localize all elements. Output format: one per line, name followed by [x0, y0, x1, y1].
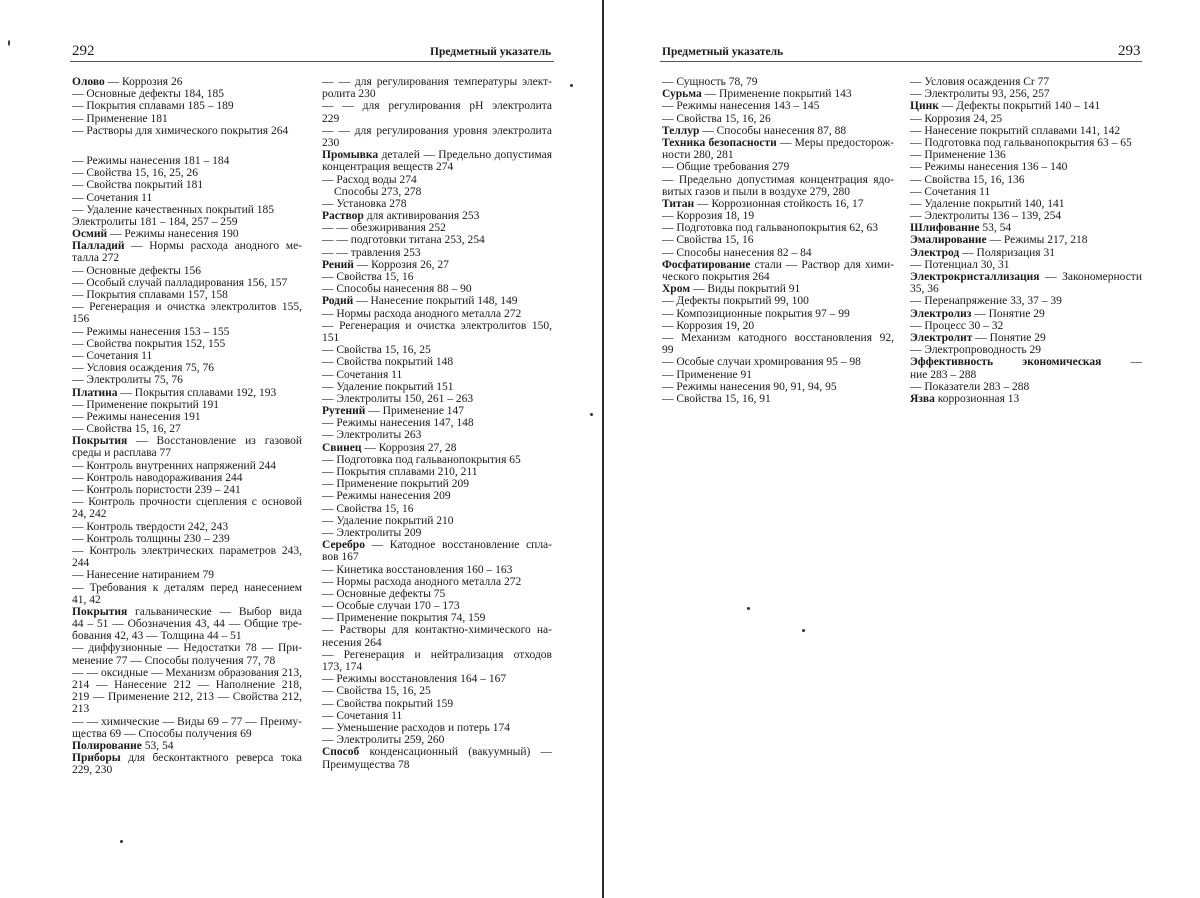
- index-headword: Эмалирование: [910, 234, 987, 247]
- index-entry: — Перенапряжение 33, 37 – 39: [910, 295, 1062, 308]
- index-entry: — Контроль твердости 242, 243: [72, 520, 229, 533]
- index-entry: Титан — Коррозионная стойкость 16, 17: [662, 197, 864, 210]
- index-entry: — Нормы расхода анодного металла 272: [322, 575, 522, 588]
- index-entry: — Сочетания 11: [910, 185, 991, 198]
- index-entry: — Покрытия сплавами 157, 158: [72, 289, 228, 301]
- index-entry: 229, 230: [72, 764, 113, 777]
- index-entry: — Основные дефекты 184, 185: [72, 88, 224, 101]
- index-headword: Полирование: [72, 739, 142, 752]
- index-entry: Палладий — Нормы расхода анодного ме-: [72, 240, 302, 253]
- index-entry: — Применение покрытий 209: [322, 478, 469, 491]
- index-entry: Покрытия гальванические — Выбор вида: [72, 605, 302, 618]
- index-entry: Родий — Нанесение покрытий 148, 149: [322, 295, 518, 308]
- index-entry: — Основные дефекты 156: [72, 264, 201, 277]
- index-headword: Шлифование: [910, 222, 980, 235]
- index-entry: Эмалирование — Режимы 217, 218: [910, 234, 1088, 247]
- index-headword: Хром: [662, 283, 691, 296]
- index-entry: 151: [322, 331, 340, 344]
- index-headword: Титан: [662, 197, 695, 210]
- index-entry: Хром — Виды покрытий 91: [662, 283, 801, 296]
- index-entry: — Электролиты 263: [322, 429, 422, 442]
- index-entry: ческого покрытия 264: [662, 271, 770, 283]
- index-entry: — Способы нанесения 88 – 90: [322, 283, 472, 296]
- index-entry: — Покрытия сплавами 185 – 189: [72, 100, 234, 113]
- index-headword: Цинк: [910, 100, 939, 113]
- index-entry: — Электролиты 75, 76: [72, 374, 183, 387]
- index-entry: ние 283 – 288: [910, 368, 977, 381]
- index-entry: — Кинетика восстановления 160 – 163: [322, 563, 513, 576]
- index-headword: Фосфатирование: [662, 258, 751, 271]
- index-entry: — Уменьшение расходов и потерь 174: [322, 721, 511, 734]
- index-headword: Платина: [72, 386, 118, 399]
- left-header-rule: [70, 61, 554, 62]
- index-entry: несения 264: [322, 636, 382, 649]
- index-entry: — Режимы нанесения 209: [322, 490, 451, 503]
- index-headword: Рений: [322, 258, 354, 271]
- index-entry: — Применение покрытий 191: [72, 398, 219, 411]
- index-entry: — Коррозия 19, 20: [662, 319, 755, 332]
- index-headword: Теллур: [662, 124, 700, 137]
- index-entry: — Свойства 15, 16, 136: [910, 173, 1025, 186]
- index-headword: Раствор: [322, 210, 364, 223]
- index-entry: Эффективность экономическая —: [910, 356, 1142, 369]
- index-entry: среды и расплава 77: [72, 447, 172, 460]
- scan-speck: [570, 84, 573, 87]
- index-entry: — Растворы для химического покрытия 264: [72, 124, 289, 137]
- index-entry: — Показатели 283 – 288: [910, 380, 1030, 393]
- index-entry: — — для регулирования уровня электролита: [322, 124, 552, 137]
- index-entry: Платина — Покрытия сплавами 192, 193: [72, 386, 277, 399]
- index-headword: Осмий: [72, 228, 108, 241]
- index-entry: — Условия осаждения Cr 77: [910, 76, 1050, 88]
- index-entry: 24, 242: [72, 508, 107, 521]
- index-entry: — Электропроводность 29: [910, 344, 1041, 357]
- index-entry: — Свойства 15, 16, 26: [662, 112, 771, 125]
- index-entry: бования 42, 43 — Толщина 44 – 51: [72, 630, 242, 643]
- index-entry: 213: [72, 703, 90, 716]
- index-entry: Осмий — Режимы нанесения 190: [72, 228, 239, 241]
- index-entry: Способы 273, 278: [334, 185, 422, 198]
- index-entry: — Электролиты 150, 261 – 263: [322, 392, 474, 405]
- index-entry: — Свойства 15, 16, 25: [322, 685, 431, 698]
- index-entry: 219 — Применение 212, 213 — Свойства 212,: [72, 691, 302, 704]
- index-entry: — диффузионные — Недостатки 78 — При-: [72, 642, 302, 655]
- index-entry: — Контроль толщины 230 – 239: [72, 532, 230, 545]
- index-entry: — Предельно допустимая концентрация ядо-: [662, 173, 894, 186]
- index-entry: — Способы нанесения 82 – 84: [662, 246, 812, 259]
- index-entry: менение 77 — Способы получения 77, 78: [72, 654, 276, 667]
- index-entry: — Режимы нанесения 153 – 155: [72, 325, 230, 338]
- index-entry: Серебро — Катодное восстановление спла-: [322, 539, 552, 552]
- index-entry: — Особые случаи 170 – 173: [322, 600, 460, 613]
- index-entry: — Регенерация и нейтрализация отходов: [322, 648, 552, 661]
- index-entry: Свинец — Коррозия 27, 28: [322, 441, 457, 454]
- index-entry: — Нормы расхода анодного металла 272: [322, 307, 522, 320]
- index-entry: — — травления 253: [322, 246, 421, 259]
- index-entry: Рутений — Применение 147: [322, 405, 465, 418]
- index-entry: — Применение 181: [72, 112, 168, 125]
- index-entry: 41, 42: [72, 593, 101, 606]
- scan-speck: [8, 40, 10, 46]
- index-entry: — Сочетания 11: [322, 709, 403, 722]
- index-headword: Электрокристаллизация: [910, 271, 1040, 283]
- index-entry: — Особые случаи хромирования 95 – 98: [662, 356, 861, 369]
- index-entry: — Требования к деталям перед нанесением: [72, 581, 302, 594]
- index-entry: — Применение 136: [910, 149, 1006, 162]
- index-entry: Полирование 53, 54: [72, 739, 174, 752]
- index-entry: Язва коррозионная 13: [910, 392, 1020, 405]
- index-entry: — Режимы нанесения 191: [72, 410, 201, 423]
- index-entry: — Механизм катодного восстановления 92,: [662, 331, 894, 344]
- index-entry: — Регенерация и очистка электролитов 155,: [72, 301, 302, 314]
- index-entry: — Удаление качественных покрытий 185: [72, 203, 275, 216]
- index-entry: — Условия осаждения 75, 76: [72, 362, 214, 375]
- right-running-header: Предметный указатель: [662, 46, 784, 58]
- index-entry: — Свойства 15, 16: [322, 271, 414, 283]
- index-entry: — Установка 278: [322, 197, 407, 210]
- index-entry: Электролиз — Понятие 29: [910, 307, 1045, 320]
- index-entry: — Подготовка под гальванопокрытия 63 – 65: [910, 136, 1132, 149]
- index-entry: — Режимы нанесения 143 – 145: [662, 100, 820, 113]
- right-header-rule: [660, 61, 1142, 62]
- index-entry: — Удаление покрытий 210: [322, 514, 454, 527]
- index-entry: — Режимы нанесения 136 – 140: [910, 161, 1068, 174]
- index-headword: Палладий: [72, 240, 125, 253]
- index-entry: Шлифование 53, 54: [910, 222, 1012, 235]
- index-entry: — Дефекты покрытий 99, 100: [662, 295, 809, 308]
- index-entry: витых газов и пыли в воздухе 279, 280: [662, 185, 851, 198]
- index-entry: — Нанесение покрытий сплавами 141, 142: [910, 124, 1121, 137]
- index-entry: — — подготовки титана 253, 254: [322, 234, 485, 247]
- index-entry: — Свойства 15, 16, 25: [322, 344, 431, 357]
- index-headword: Покрытия: [72, 605, 128, 618]
- index-entry: — Общие требования 279: [662, 161, 790, 174]
- index-entry: — Сочетания 11: [72, 191, 153, 204]
- left-page-column-2: [322, 76, 552, 771]
- index-entry: — Режимы нанесения 181 – 184: [72, 154, 230, 167]
- blank-line: [72, 137, 302, 155]
- index-entry: Электрокристаллизация — Закономерности: [910, 271, 1142, 283]
- index-entry: — Подготовка под гальванопокрытия 65: [322, 453, 521, 466]
- index-headword: Сурьма: [662, 88, 702, 101]
- index-entry: 99: [662, 344, 674, 357]
- index-entry: — Свойства покрытий 181: [72, 179, 204, 192]
- index-entry: — Нанесение натиранием 79: [72, 569, 215, 582]
- index-entry: — Основные дефекты 75: [322, 587, 446, 600]
- index-entry: Техника безопасности — Меры предосторож-: [662, 136, 894, 149]
- index-entry: — Электролиты 209: [322, 526, 422, 539]
- left-page-column-1: [72, 76, 302, 777]
- index-entry: 244: [72, 557, 90, 570]
- index-headword: Рутений: [322, 405, 366, 418]
- index-entry: Преимущества 78: [322, 758, 410, 771]
- index-entry: Фосфатирование стали — Раствор для хими-: [662, 258, 894, 271]
- index-entry: Раствор для активирования 253: [322, 210, 480, 223]
- index-entry: щества 69 — Способы получения 69: [72, 727, 252, 740]
- index-headword: Эффективность экономическая: [910, 356, 1102, 369]
- index-entry: 214 — Нанесение 212 — Наполнение 218,: [72, 679, 302, 691]
- index-entry: — Удаление покрытий 140, 141: [910, 197, 1065, 210]
- index-entry: — Свойства 15, 16, 27: [72, 423, 181, 436]
- index-entry: — Коррозия 18, 19: [662, 210, 755, 223]
- index-entry: 35, 36: [910, 283, 939, 296]
- book-spine: [602, 0, 604, 898]
- index-entry: Электролит — Понятие 29: [910, 331, 1046, 344]
- index-entry: Промывка деталей — Предельно допустимая: [322, 149, 552, 162]
- index-entry: 156: [72, 313, 90, 326]
- index-headword: Способ: [322, 746, 360, 759]
- index-entry: — — химические — Виды 69 – 77 — Преиму-: [72, 715, 302, 728]
- index-entry: — Контроль внутренних напряжений 244: [72, 459, 276, 472]
- index-entry: — Свойства покрытия 152, 155: [72, 337, 226, 350]
- index-entry: концентрация веществ 274: [322, 161, 454, 174]
- index-entry: ности 280, 281: [662, 149, 734, 162]
- index-entry: — Свойства 15, 16, 25, 26: [72, 167, 198, 180]
- index-entry: Способ конденсационный (вакуумный) —: [322, 746, 552, 759]
- index-entry: — Применение покрытия 74, 159: [322, 612, 486, 625]
- index-entry: — Покрытия сплавами 210, 211: [322, 466, 478, 478]
- index-entry: Сурьма — Применение покрытий 143: [662, 88, 852, 101]
- index-entry: Рений — Коррозия 26, 27: [322, 258, 449, 271]
- index-entry: Цинк — Дефекты покрытий 140 – 141: [910, 100, 1101, 113]
- index-entry: — Свойства покрытий 159: [322, 697, 454, 710]
- index-entry: Приборы для бесконтактного реверса тока: [72, 752, 302, 765]
- index-entry: — Режимы нанесения 147, 148: [322, 417, 474, 430]
- index-entry: Электрод — Поляризация 31: [910, 246, 1055, 259]
- index-entry: — Электролиты 93, 256, 257: [910, 88, 1050, 101]
- index-entry: — — для регулирования температуры элект-: [322, 76, 552, 88]
- index-entry: — Применение 91: [662, 368, 753, 381]
- index-headword: Родий: [322, 295, 354, 308]
- index-entry: — Регенерация и очистка электролитов 150,: [322, 319, 552, 332]
- index-entry: — Свойства покрытий 148: [322, 356, 454, 369]
- index-entry: — Удаление покрытий 151: [322, 380, 454, 393]
- index-headword: Свинец: [322, 441, 362, 454]
- index-entry: талла 272: [72, 252, 120, 265]
- index-entry: 229: [322, 112, 340, 125]
- index-entry: 44 – 51 — Обозначения 43, 44 — Общие тре-: [72, 618, 302, 631]
- index-entry: — — для регулирования pH электролита: [322, 100, 552, 113]
- index-entry: — Электролиты 136 – 139, 254: [910, 210, 1062, 223]
- index-entry: — Сущность 78, 79: [662, 76, 758, 88]
- index-entry: — Режимы нанесения 90, 91, 94, 95: [662, 380, 837, 393]
- scan-speck: [747, 607, 750, 610]
- index-headword: Промывка: [322, 149, 379, 162]
- index-entry: — Сочетания 11: [322, 368, 403, 381]
- index-entry: Покрытия — Восстановление из газовой: [72, 435, 302, 448]
- index-entry: — Подготовка под гальванопокрытия 62, 63: [662, 222, 878, 235]
- index-entry: — Электролиты 259, 260: [322, 734, 445, 747]
- right-page-column-2: [910, 76, 1142, 405]
- left-running-header: Предметный указатель: [430, 46, 552, 58]
- index-entry: — Расход воды 274: [322, 173, 417, 186]
- left-page-number: 292: [72, 43, 95, 59]
- index-entry: Олово — Коррозия 26: [72, 76, 183, 88]
- index-headword: Покрытия: [72, 435, 128, 448]
- index-entry: — Растворы для контактно-химического на-: [322, 624, 552, 637]
- index-entry: ролита 230: [322, 88, 376, 101]
- index-headword: Электролит: [910, 331, 973, 344]
- index-entry: — Свойства 15, 16, 91: [662, 392, 771, 405]
- index-headword: Олово: [72, 76, 105, 88]
- index-entry: — Коррозия 24, 25: [910, 112, 1003, 125]
- index-headword: Электрод: [910, 246, 960, 259]
- index-headword: Язва: [910, 392, 935, 405]
- scan-speck: [590, 413, 593, 416]
- index-entry: 173, 174: [322, 661, 363, 673]
- index-entry: — Сочетания 11: [72, 349, 153, 362]
- index-entry: — — обезжиривания 252: [322, 222, 446, 235]
- index-entry: — Контроль пористости 239 – 241: [72, 484, 241, 496]
- right-page-column-1: [662, 76, 894, 405]
- index-entry: — Свойства 15, 16: [322, 502, 414, 515]
- index-entry: — Композиционные покрытия 97 – 99: [662, 307, 850, 320]
- scan-speck: [802, 629, 805, 632]
- index-entry: — Потенциал 30, 31: [910, 258, 1010, 271]
- index-entry: — Режимы восстановления 164 – 167: [322, 673, 507, 686]
- index-entry: Теллур — Способы нанесения 87, 88: [662, 124, 847, 137]
- index-headword: Приборы: [72, 752, 121, 765]
- index-entry: — Контроль наводораживания 244: [72, 471, 243, 484]
- index-entry: — — оксидные — Механизм образования 213,: [72, 666, 302, 679]
- index-entry: Электролиты 181 – 184, 257 – 259: [72, 215, 238, 228]
- index-entry: вов 167: [322, 551, 359, 564]
- index-headword: Техника безопасности: [662, 136, 777, 149]
- index-entry: — Контроль прочности сцепления с основой: [72, 496, 302, 509]
- index-entry: — Особый случай палладирования 156, 157: [72, 276, 288, 289]
- index-headword: Электролиз: [910, 307, 972, 320]
- index-entry: 230: [322, 136, 340, 149]
- right-page-number: 293: [1118, 43, 1141, 59]
- index-entry: — Контроль электрических параметров 243,: [72, 544, 302, 557]
- index-entry: — Свойства 15, 16: [662, 234, 754, 247]
- index-headword: Серебро: [322, 539, 365, 552]
- index-entry: — Процесс 30 – 32: [910, 319, 1004, 332]
- scan-speck: [120, 840, 123, 843]
